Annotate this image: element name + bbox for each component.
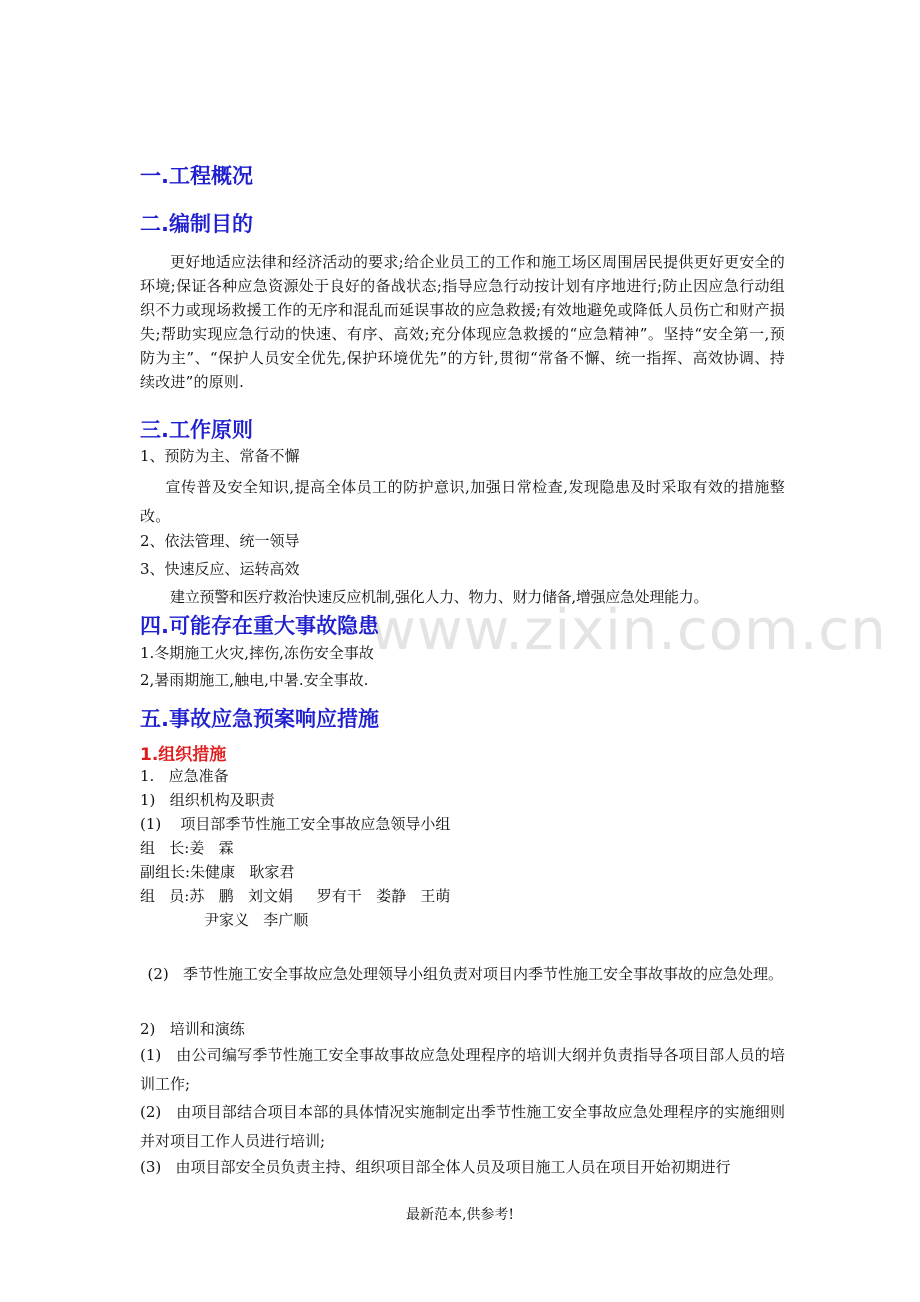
heading-purpose: 二.编制目的 [140, 212, 253, 236]
line-training-1: (1) 由公司编写季节性施工安全事故事故应急处理程序的培训大纲并负责指导各项目部人员的培训工作; [140, 1046, 785, 1093]
purpose-paragraph: 更好地适应法律和经济活动的要求;给企业员工的工作和施工场区周围居民提供更好更安全的环境;保证各种应急资源处于良好的备战状态;指导应急行动按计划有序地进行;防止因应急行动组织不力或现场救援工作的无序和混乱而延误事故的应急救援;有效地避免或降低人员伤亡和财产损失;帮助实现应急行动的快速、有序、高效;充分体现应急救援的“应急精神”。坚持“安全第一,预防为主”、“保护人员安全优先,保护环境优先”的方针,贯彻“常备不懈、统一指挥、高效协调、持续改进”的原则. [140, 253, 785, 391]
line-group-duty: (2) 季节性施工安全事故应急处理领导小组负责对项目内季节性施工安全事故事故的应急处理。 [147, 965, 784, 983]
group-leader: 组 长:姜 霖 [140, 839, 234, 857]
principle-item-1-text: 宣传普及安全知识,提高全体员工的防护意识,加强日常检查,发现隐患及时采取有效的措施整改。 [140, 478, 785, 525]
heading-project-overview: 一.工程概况 [140, 164, 253, 188]
group-members-cont: 尹家义 李广顺 [204, 911, 309, 929]
heading-principles: 三.工作原则 [140, 418, 253, 442]
principle-item-3: 3、快速反应、运转高效 [140, 560, 300, 578]
principle-item-1: 1、预防为主、常备不懈 [140, 447, 300, 465]
page-footer: 最新范本,供参考! [405, 1207, 515, 1223]
hazard-item-2: 2,暑雨期施工,触电,中暑.安全事故. [140, 671, 369, 689]
subheading-organization: 1.组织措施 [140, 745, 227, 765]
principle-item-3-text: 建立预警和医疗救治快速反应机制,强化人力、物力、财力储备,增强应急处理能力。 [170, 588, 709, 606]
hazard-item-1: 1.冬期施工火灾,摔伤,冻伤安全事故 [140, 644, 374, 662]
line-emergency-prep: 1. 应急准备 [140, 767, 229, 785]
line-training-3: (3) 由项目部安全员负责主持、组织项目部全体人员及项目施工人员在项目开始初期进行 [140, 1158, 731, 1176]
line-training: 2) 培训和演练 [140, 1020, 245, 1038]
heading-response-measures: 五.事故应急预案响应措施 [140, 707, 379, 731]
heading-hazards: 四.可能存在重大事故隐患 [140, 614, 379, 638]
watermark: www.zixin.com.cn [370, 598, 887, 663]
line-leading-group: (1) 项目部季节性施工安全事故应急领导小组 [140, 815, 451, 833]
group-vice-leaders: 副组长:朱健康 耿家君 [140, 863, 295, 881]
line-org-structure: 1) 组织机构及职责 [140, 791, 275, 809]
line-training-2: (2) 由项目部结合项目本部的具体情况实施制定出季节性施工安全事故应急处理程序的实施细则并对项目工作人员进行培训; [140, 1103, 785, 1150]
principle-item-2: 2、依法管理、统一领导 [140, 532, 300, 550]
group-members: 组 员:苏 鹏 刘文娟 罗有干 娄静 王萌 [140, 887, 451, 905]
